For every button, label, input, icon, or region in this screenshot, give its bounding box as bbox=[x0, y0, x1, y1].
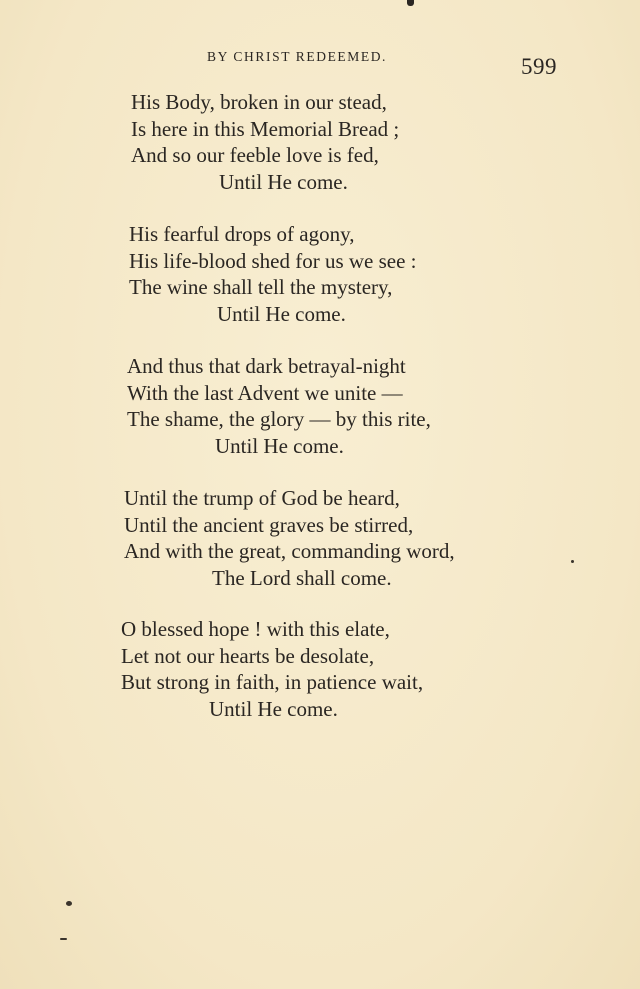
ink-speck bbox=[60, 938, 67, 940]
poem-line: With the last Advent we unite — bbox=[127, 380, 403, 405]
poem-line: And with the great, commanding word, bbox=[124, 539, 455, 563]
poem-line: And thus that dark betrayal-night bbox=[127, 354, 406, 378]
refrain-line: Until He come. bbox=[219, 169, 348, 194]
ink-mark bbox=[407, 0, 414, 6]
poem-line: The wine shall tell the mystery, bbox=[129, 275, 393, 299]
refrain-line: Until He come. bbox=[209, 696, 338, 721]
stanza-2 bbox=[129, 221, 417, 327]
ink-speck bbox=[571, 560, 574, 563]
running-head: BY CHRIST REDEEMED. bbox=[207, 49, 388, 64]
stanza-3 bbox=[127, 353, 431, 459]
poem-line: Until the ancient graves be stirred, bbox=[124, 512, 414, 537]
stanza-5 bbox=[121, 616, 423, 722]
poem-line: His Body, broken in our stead, bbox=[131, 90, 387, 114]
poem-line: Is here in this Memorial Bread ; bbox=[131, 116, 400, 141]
refrain-line: The Lord shall come. bbox=[212, 565, 392, 590]
poem-line: His life-blood shed for us we see : bbox=[129, 248, 417, 273]
stanza-4 bbox=[124, 485, 455, 591]
page-number: 599 bbox=[521, 54, 557, 79]
poem-line: And so our feeble love is fed, bbox=[131, 143, 379, 167]
refrain-line: Until He come. bbox=[215, 433, 344, 458]
stanza-1 bbox=[131, 89, 399, 195]
poem-line: His fearful drops of agony, bbox=[129, 222, 355, 246]
poem-line: The shame, the glory — by this rite, bbox=[127, 407, 431, 431]
poem-line: But strong in faith, in patience wait, bbox=[121, 670, 424, 694]
poem-line: Until the trump of God be heard, bbox=[124, 486, 400, 510]
refrain-line: Until He come. bbox=[217, 301, 346, 326]
poem-line: O blessed hope ! with this elate, bbox=[121, 617, 390, 641]
poem-line: Let not our hearts be desolate, bbox=[121, 643, 375, 668]
ink-speck bbox=[66, 901, 72, 906]
